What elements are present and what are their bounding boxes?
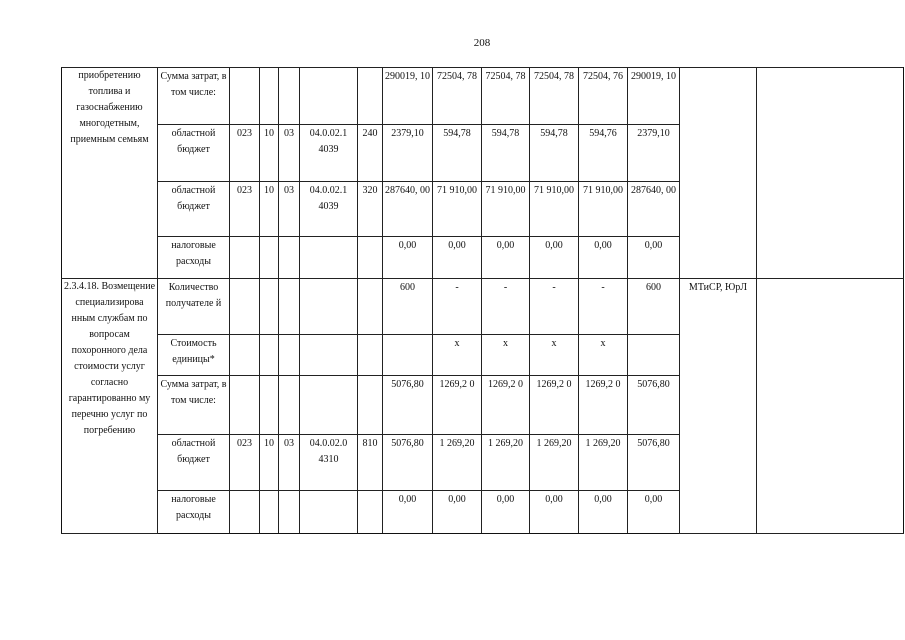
- cell-year-1: 72504, 78: [433, 68, 482, 125]
- cell-year-4: 71 910,00: [579, 182, 628, 237]
- cell-year-3: 0,00: [530, 237, 579, 279]
- cell-year-2: 0,00: [482, 491, 530, 534]
- cost-type: Сумма затрат, в том числе:: [158, 68, 230, 125]
- table-row: [62, 68, 904, 125]
- cell-total-final: 0,00: [628, 491, 680, 534]
- cell-year-3: 1 269,20: [530, 435, 579, 491]
- page-number: 208: [473, 37, 491, 49]
- cell-total: 2379,10: [383, 125, 433, 182]
- cell-pr: [279, 68, 300, 125]
- cell-pr: [279, 335, 300, 376]
- cell-vr: [358, 182, 383, 237]
- cell-csr: [300, 279, 358, 335]
- responsible-executor: МТиСР, ЮрЛ: [680, 279, 757, 534]
- cell-year-4: 594,76: [579, 125, 628, 182]
- cell-pr: [279, 435, 300, 491]
- cell-year-2: 1269,2 0: [482, 376, 530, 435]
- cell-grbs: [230, 335, 260, 376]
- cell-year-3: 594,78: [530, 125, 579, 182]
- code-digits: 10: [264, 438, 274, 449]
- cell-pr: [279, 125, 300, 182]
- cell-grbs: 023: [230, 435, 260, 491]
- cell-year-1: 71 910,00: [433, 182, 482, 237]
- cell-pr: [279, 182, 300, 237]
- cell-year-4: 0,00: [579, 491, 628, 534]
- cell-year-1: х: [433, 335, 482, 376]
- cell-year-2: -: [482, 279, 530, 335]
- cell-year-3: 72504, 78: [530, 68, 579, 125]
- measure-name: 2.3.4.18. Возмещение специализирова нным службам по вопросам похоронного дела стоимости услуг согласно гарантированно му перечню услуг по погребению: [62, 279, 158, 534]
- cell-grbs: [230, 491, 260, 534]
- cell-vr: [358, 279, 383, 335]
- cell-year-4: 72504, 76: [579, 68, 628, 125]
- code-digits: 03: [284, 438, 294, 449]
- cell-year-4: 1 269,20: [579, 435, 628, 491]
- cell-total: 0,00: [383, 491, 433, 534]
- cell-rz: [260, 335, 279, 376]
- cost-type: Количество получателе й: [158, 279, 230, 335]
- cell-total-final: 600: [628, 279, 680, 335]
- cell-year-3: 71 910,00: [530, 182, 579, 237]
- cell-total: 5076,80: [383, 435, 433, 491]
- cell-year-3: -: [530, 279, 579, 335]
- cell-rz: [260, 68, 279, 125]
- cell-year-3: 1269,2 0: [530, 376, 579, 435]
- cell-csr: [300, 68, 358, 125]
- cell-csr: [300, 376, 358, 435]
- cell-year-4: 0,00: [579, 237, 628, 279]
- cell-total-final: 287640, 00: [628, 182, 680, 237]
- cell-year-4: х: [579, 335, 628, 376]
- cell-year-1: 0,00: [433, 237, 482, 279]
- cost-type: Сумма затрат, в том числе:: [158, 376, 230, 435]
- cell-vr: [358, 335, 383, 376]
- cell-total: 290019, 10: [383, 68, 433, 125]
- cell-total-final: 290019, 10: [628, 68, 680, 125]
- cell-rz: [260, 182, 279, 237]
- cost-type: областной бюджет: [158, 435, 230, 491]
- cell-grbs: [230, 237, 260, 279]
- code-digits: 810: [362, 438, 378, 449]
- cell-vr: [358, 68, 383, 125]
- cell-year-3: х: [530, 335, 579, 376]
- code-digits: 320: [362, 185, 378, 196]
- cell-year-2: 0,00: [482, 237, 530, 279]
- cell-rz: [260, 491, 279, 534]
- code-digits: 10: [264, 128, 274, 139]
- code-digits: 240: [362, 128, 378, 139]
- cell-year-4: 1269,2 0: [579, 376, 628, 435]
- cell-grbs: [230, 279, 260, 335]
- cell-year-1: 1 269,20: [433, 435, 482, 491]
- cell-year-2: 1 269,20: [482, 435, 530, 491]
- cell-total: [383, 335, 433, 376]
- cell-pr: [279, 279, 300, 335]
- measure-name: приобретению топлива и газоснабжению многодетным, приемным семьям: [62, 68, 158, 279]
- cell-pr: [279, 376, 300, 435]
- cost-type: областной бюджет: [158, 125, 230, 182]
- cell-year-1: 1269,2 0: [433, 376, 482, 435]
- cell-total: 5076,80: [383, 376, 433, 435]
- cost-type: Стоимость единицы*: [158, 335, 230, 376]
- cell-total-final: 2379,10: [628, 125, 680, 182]
- cell-year-1: 0,00: [433, 491, 482, 534]
- code-digits: 03: [284, 185, 294, 196]
- cost-type: налоговые расходы: [158, 491, 230, 534]
- cell-grbs: 023: [230, 125, 260, 182]
- cell-csr: 04.0.02.0 4310: [300, 435, 358, 491]
- cell-rz: [260, 435, 279, 491]
- cell-year-4: -: [579, 279, 628, 335]
- cell-total: 287640, 00: [383, 182, 433, 237]
- cell-year-2: 72504, 78: [482, 68, 530, 125]
- cell-year-2: х: [482, 335, 530, 376]
- cell-csr: [300, 237, 358, 279]
- cell-total-final: [628, 335, 680, 376]
- cell-year-1: 594,78: [433, 125, 482, 182]
- cell-total-final: 5076,80: [628, 435, 680, 491]
- empty-column: [757, 68, 904, 279]
- cell-year-3: 0,00: [530, 491, 579, 534]
- cell-grbs: 023: [230, 182, 260, 237]
- cell-csr: [300, 491, 358, 534]
- cell-grbs: [230, 68, 260, 125]
- cell-total: 600: [383, 279, 433, 335]
- cell-grbs: [230, 376, 260, 435]
- table-row: [62, 279, 904, 335]
- responsible-executor: [680, 68, 757, 279]
- cell-csr: 04.0.02.1 4039: [300, 182, 358, 237]
- cell-csr: 04.0.02.1 4039: [300, 125, 358, 182]
- cell-year-2: 71 910,00: [482, 182, 530, 237]
- cell-year-1: -: [433, 279, 482, 335]
- code-digits: 10: [264, 185, 274, 196]
- cell-year-2: 594,78: [482, 125, 530, 182]
- cell-rz: [260, 237, 279, 279]
- cell-pr: [279, 237, 300, 279]
- cell-vr: [358, 237, 383, 279]
- program-table: [61, 67, 904, 534]
- cell-total-final: 0,00: [628, 237, 680, 279]
- cell-vr: [358, 125, 383, 182]
- cost-type: областной бюджет: [158, 182, 230, 237]
- cell-total: 0,00: [383, 237, 433, 279]
- cell-csr: [300, 335, 358, 376]
- cell-rz: [260, 125, 279, 182]
- empty-column: [757, 279, 904, 534]
- cell-vr: [358, 376, 383, 435]
- cell-vr: [358, 491, 383, 534]
- cell-rz: [260, 376, 279, 435]
- cell-vr: [358, 435, 383, 491]
- cell-rz: [260, 279, 279, 335]
- cell-total-final: 5076,80: [628, 376, 680, 435]
- cell-pr: [279, 491, 300, 534]
- code-digits: 03: [284, 128, 294, 139]
- cost-type: налоговые расходы: [158, 237, 230, 279]
